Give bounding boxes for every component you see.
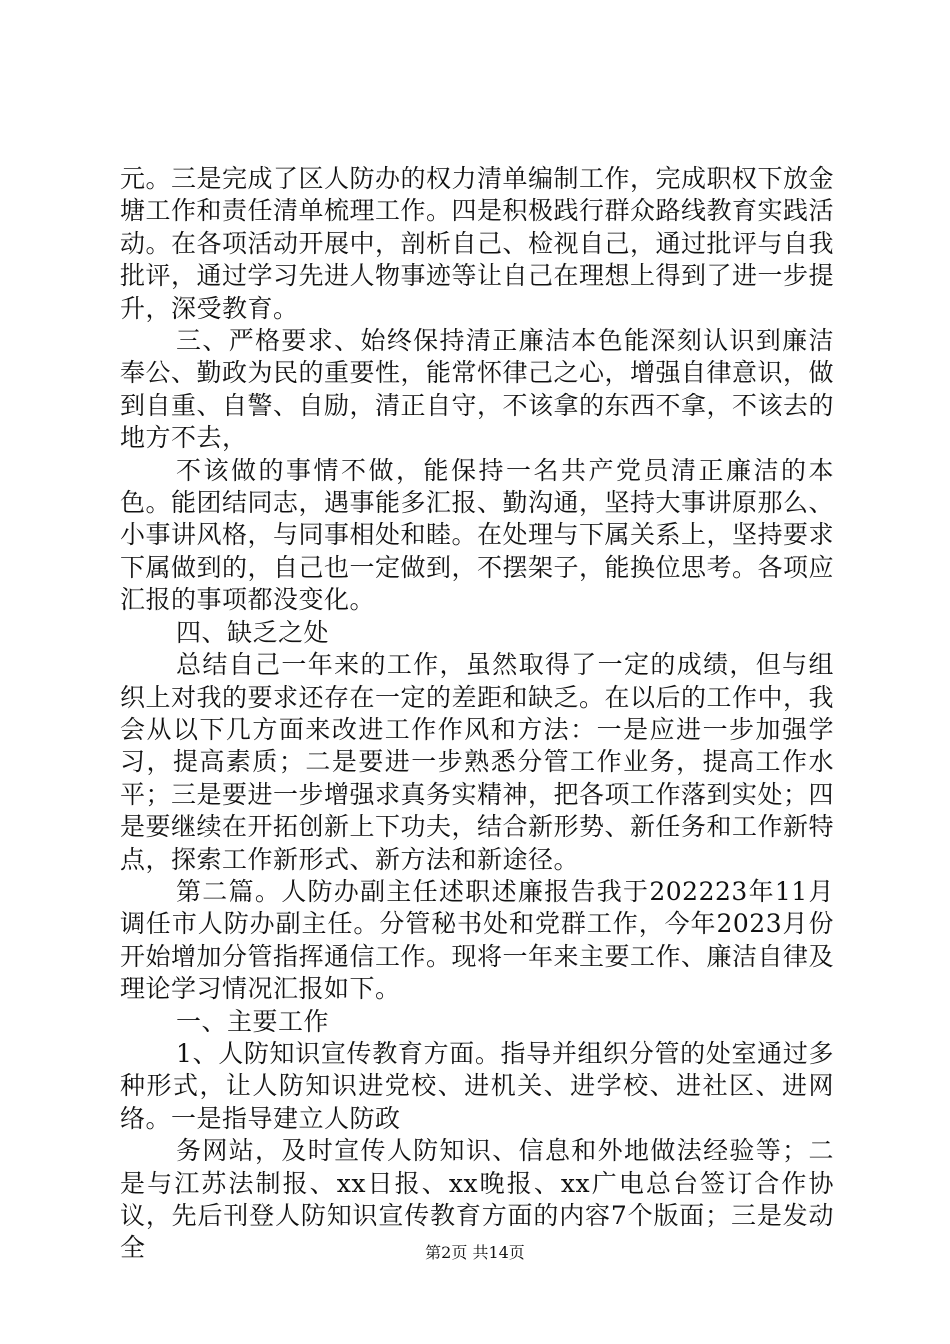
- section-heading-main-work: 一、主要工作: [176, 1006, 330, 1036]
- paragraph-1: 元。三是完成了区人防办的权力清单编制工作，完成职权下放金塘工作和责任清单梳理工作。四是积极践行群众路线教育实践活动。在各项活动开展中，剖析自己、检视自己，通过批评与自我批评，通过学习先进人物事迹等让自己在理想上得到了进一步提升，深受教育。: [120, 164, 835, 323]
- document-body: [120, 163, 834, 1265]
- paragraph-3: 不该做的事情不做，能保持一名共产党员清正廉洁的本色。能团结同志，遇事能多汇报、勤沟通，坚持大事讲原那么、小事讲风格，与同事相处和睦。在处理与下属关系上，坚持要求下属做到的，自己也一定做到，不摆架子，能换位思考。各项应汇报的事项都没变化。: [120, 455, 835, 615]
- paragraph-2: 三、严格要求、始终保持清正廉洁本色能深刻认识到廉洁奉公、勤政为民的重要性，能常怀律己之心，增强自律意识，做到自重、自警、自励，清正自守，不该拿的东西不拿，不该去的地方不去，: [120, 326, 835, 453]
- section-heading-deficiencies: 四、缺乏之处: [176, 617, 330, 647]
- page-number-footer: 第2页 共14页: [425, 1243, 525, 1262]
- paragraph-8: 1、人防知识宣传教育方面。指导并组织分管的处室通过多种形式，让人防知识进党校、进机关、进学校、进社区、进网络。一是指导建立人防政: [120, 1038, 834, 1133]
- paragraph-5: 总结自己一年来的工作，虽然取得了一定的成绩，但与组织上对我的要求还存在一定的差距和缺乏。在以后的工作中，我会从以下几方面来改进工作作风和方法：一是应进一步加强学习，提高素质；二是要进一步熟悉分管工作业务，提高工作水平；三是要进一步增强求真务实精神，把各项工作落到实处；四是要继续在开拓创新上下功夫，结合新形势、新任务和工作新特点，探索工作新形式、新方法和新途径。: [120, 650, 835, 874]
- paragraph-9: 务网站，及时宣传人防知识、信息和外地做法经验等；二是与江苏法制报、xx日报、xx晚报、xx广电总台签订合作协议，先后刊登人防知识宣传教育方面的内容7个版面；三是发动全: [120, 1136, 834, 1263]
- paragraph-6: 第二篇。人防办副主任述职述廉报告我于202223年11月调任市人防办副主任。分管秘书处和党群工作，今年2023月份开始增加分管指挥通信工作。现将一年来主要工作、廉洁自律及理论学习情况汇报如下。: [120, 876, 835, 1004]
